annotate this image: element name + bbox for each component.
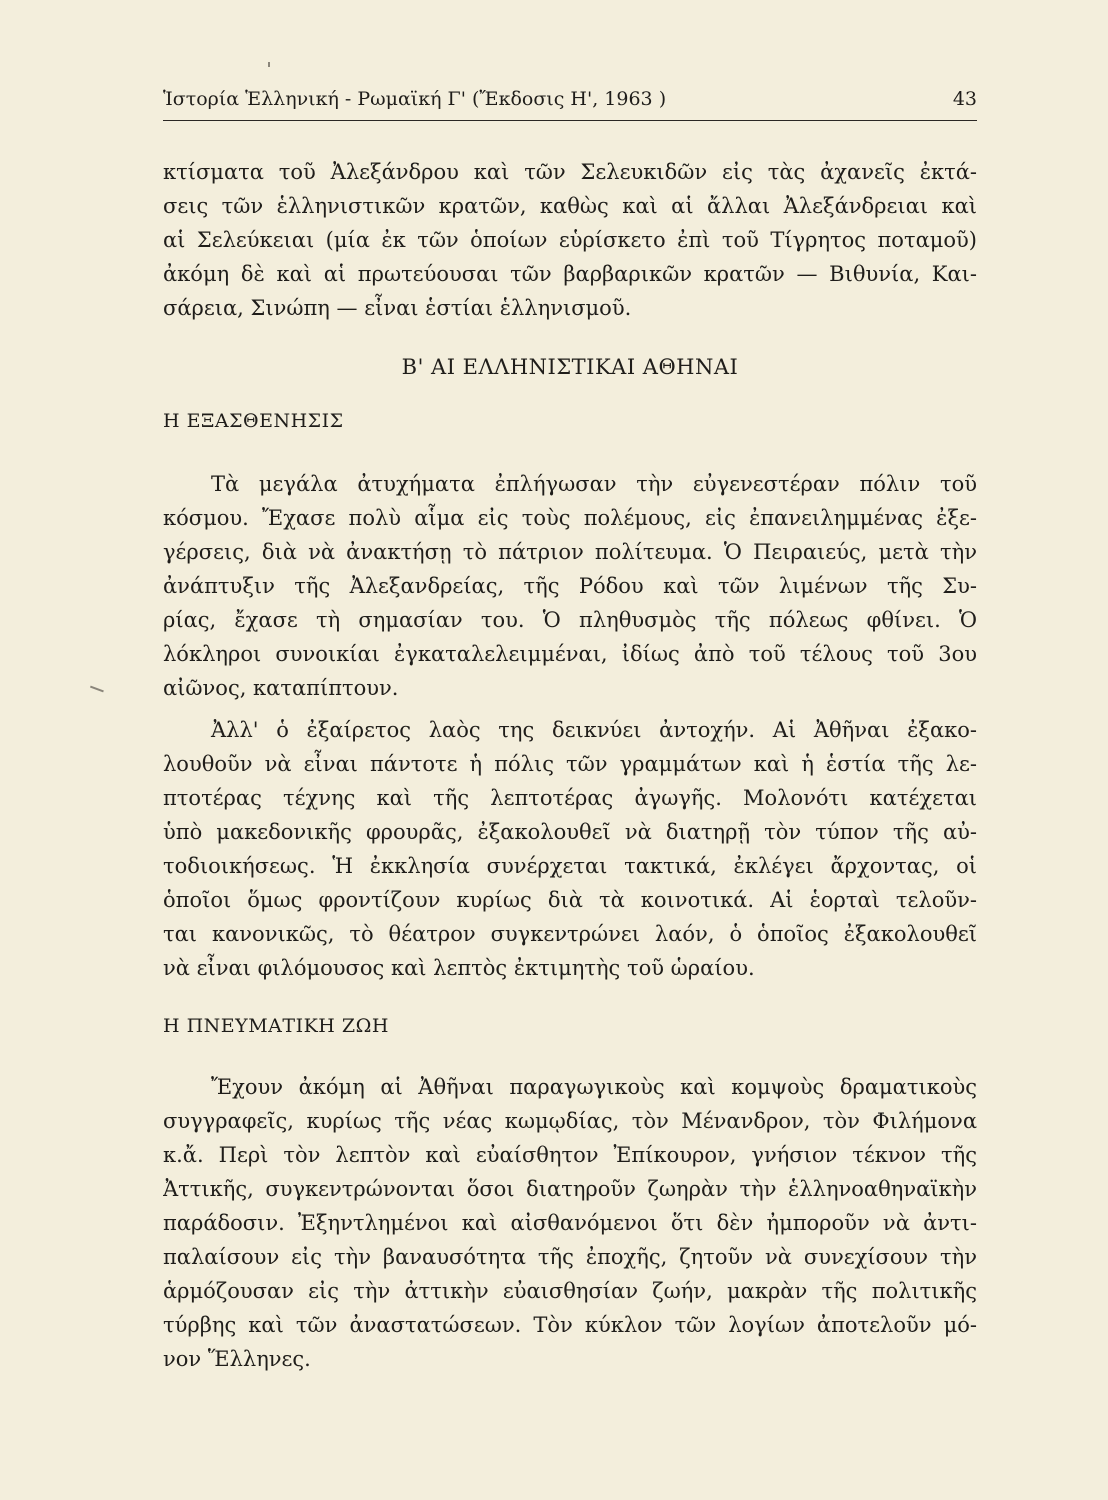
text-line: κόσμου. Ἔχασε πολὺ αἷμα εἰς τοὺς πολέμους, εἰς ἐπανειλημμένας ἐξε- (163, 506, 977, 530)
paragraph-weakening (163, 467, 977, 705)
text-line: ὁποῖοι ὅμως φροντίζουν κυρίως διὰ τὰ κοινοτικά. Αἱ ἑορταὶ τελοῦν- (163, 888, 977, 912)
page-mark (268, 62, 270, 67)
text-line: λουθοῦν νὰ εἶναι πάντοτε ἡ πόλις τῶν γραμμάτων καὶ ἡ ἑστία τῆς λε- (163, 752, 977, 776)
paragraph-intellectual-life (163, 1070, 977, 1376)
intro-paragraph (163, 155, 977, 325)
text-line: γέρσεις, διὰ νὰ ἀνακτήσῃ τὸ πάτριον πολίτευμα. Ὁ Πειραιεύς, μετὰ τὴν (163, 540, 977, 564)
page-number: 43 (952, 88, 977, 110)
subheading-weakening: Η ΕΞΑΣΘΕΝΗΣΙΣ (163, 410, 344, 432)
text-line: αἰῶνος, καταπίπτουν. (163, 676, 399, 700)
text-line: πτοτέρας τέχνης καὶ τῆς λεπτοτέρας ἀγωγῆς. Μολονότι κατέχεται (163, 786, 977, 810)
text-line: ὑπὸ μακεδονικῆς φρουρᾶς, ἐξακολουθεῖ νὰ διατηρῇ τὸν τύπον τῆς αὐ- (163, 820, 977, 844)
margin-mark (90, 686, 104, 692)
paragraph-athens-culture (163, 713, 977, 985)
text-line: αἱ Σελεύκειαι (μία ἐκ τῶν ὁποίων εὑρίσκετο ἐπὶ τοῦ Τίγρητος ποταμοῦ) (163, 228, 977, 252)
text-line: ἀνάπτυξιν τῆς Ἀλεξανδρείας, τῆς Ρόδου καὶ τῶν λιμένων τῆς Συ- (163, 574, 977, 598)
text-line: συγγραφεῖς, κυρίως τῆς νέας κωμῳδίας, τὸν Μένανδρον, τὸν Φιλήμονα (163, 1109, 977, 1133)
text-line: Ἀλλ' ὁ ἐξαίρετος λαὸς της δεικνύει ἀντοχήν. Αἱ Ἀθῆναι ἐξακο- (211, 718, 977, 742)
text-line: παλαίσουν εἰς τὴν βαναυσότητα τῆς ἐποχῆς, ζητοῦν νὰ συνεχίσουν τὴν (163, 1245, 977, 1269)
text-line: ἀκόμη δὲ καὶ αἱ πρωτεύουσαι τῶν βαρβαρικῶν κρατῶν — Βιθυνία, Και- (163, 262, 977, 286)
text-line: νὰ εἶναι φιλόμουσος καὶ λεπτὸς ἐκτιμητὴς τοῦ ὡραίου. (163, 956, 755, 980)
text-line: Ἀττικῆς, συγκεντρώνονται ὅσοι διατηροῦν ζωηρὰν τὴν ἑλληνοαθηναϊκὴν (163, 1177, 977, 1201)
text-line: λόκληροι συνοικίαι ἐγκαταλελειμμέναι, ἰδίως ἀπὸ τοῦ τέλους τοῦ 3ου (163, 642, 977, 666)
text-line: ρίας, ἔχασε τὴ σημασίαν του. Ὁ πληθυσμὸς τῆς πόλεως φθίνει. Ὁ (163, 608, 977, 632)
running-header (163, 88, 977, 121)
text-line: κτίσματα τοῦ Ἀλεξάνδρου καὶ τῶν Σελευκιδῶν εἰς τὰς ἀχανεῖς ἐκτά- (163, 160, 977, 184)
text-line: τύρβης καὶ τῶν ἀναστατώσεων. Τὸν κύκλον τῶν λογίων ἀποτελοῦν μό- (163, 1313, 977, 1337)
section-title: Β' ΑΙ ΕΛΛΗΝΙΣΤΙΚΑΙ ΑΘΗΝΑΙ (401, 355, 739, 379)
subheading-intellectual-life: Η ΠΝΕΥΜΑΤΙΚΗ ΖΩΗ (163, 1015, 389, 1037)
text-line: Ἔχουν ἀκόμη αἱ Ἀθῆναι παραγωγικοὺς καὶ κομψοὺς δραματικοὺς (211, 1075, 977, 1099)
text-line: Τὰ μεγάλα ἀτυχήματα ἐπλήγωσαν τὴν εὐγενεστέραν πόλιν τοῦ (211, 472, 977, 496)
header-title: Ἱστορία Ἑλληνική - Ρωμαϊκή Γ' (Ἔκδοσις Η', 1963 ) (163, 88, 667, 110)
text-line: ἁρμόζουσαν εἰς τὴν ἀττικὴν εὐαισθησίαν ζωήν, μακρὰν τῆς πολιτικῆς (163, 1279, 977, 1303)
text-line: τοδιοικήσεως. Ἡ ἐκκλησία συνέρχεται τακτικά, ἐκλέγει ἄρχοντας, οἱ (163, 854, 977, 878)
text-line: σεις τῶν ἑλληνιστικῶν κρατῶν, καθὼς καὶ αἱ ἄλλαι Ἀλεξάνδρειαι καὶ (163, 194, 977, 218)
text-line: σάρεια, Σινώπη — εἶναι ἑστίαι ἑλληνισμοῦ. (163, 296, 632, 320)
text-line: ται κανονικῶς, τὸ θέατρον συγκεντρώνει λαόν, ὁ ὁποῖος ἐξακολουθεῖ (163, 922, 977, 946)
text-line: νον Ἕλληνες. (163, 1347, 311, 1371)
text-line: παράδοσιν. Ἐξηντλημένοι καὶ αἰσθανόμενοι ὅτι δὲν ἠμποροῦν νὰ ἀντι- (163, 1211, 977, 1235)
text-line: κ.ἄ. Περὶ τὸν λεπτὸν καὶ εὐαίσθητον Ἐπίκουρον, γνήσιον τέκνον τῆς (163, 1143, 977, 1167)
